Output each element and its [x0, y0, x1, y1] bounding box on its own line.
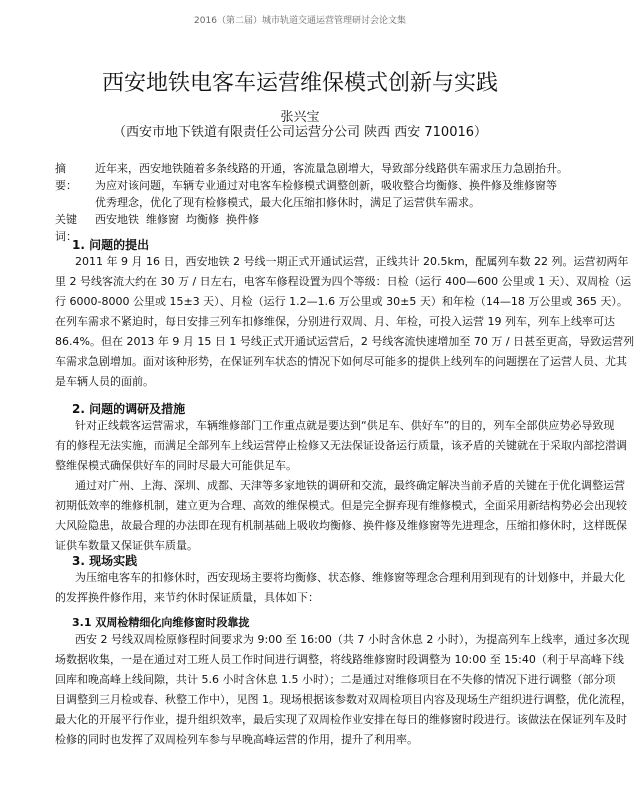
text-line: 目调整到三月检或春、秋整工作中），见图 1。现场根据该参数对双周检项目内容及现场生产组织进行调整，优化流程，: [55, 693, 632, 706]
section-heading: 2. 问题的调研及措施: [72, 402, 186, 416]
section-heading: 1. 问题的提出: [72, 238, 150, 252]
abstract-line: 优秀理念，优化了现有检修模式，最大化压缩扣修休时，满足了运营供车需求。: [95, 196, 480, 209]
keywords: 西安地铁 维修窗 均衡修 换件修: [95, 213, 259, 226]
text-line: 车需求急剧增加。面对该种形势，在保证列车状态的情况下如何尽可能多的提供上线列车的问题摆在了运营人员、尤其: [55, 355, 627, 368]
text-line: 为压缩电客车的扣修休时，西安现场主要将均衡修、状态修、维修窗等理念合理利用到现有的计划修中，并最大化: [75, 571, 625, 584]
text-line: 检修的同时也发挥了双周检列车参与早晚高峰运营的作用，提升了利用率。: [55, 733, 418, 746]
section-body: [55, 630, 632, 750]
abstract: [55, 160, 568, 243]
text-line: 的发挥换件修作用，来节约休时保证质量，具体如下：: [55, 591, 319, 604]
text-line: 86.4%。但在 2013 年 9 月 15 日 1 号线正式开通试运营后，2 号线客流快速增加至 70 万 / 日甚至更高，导致运营列: [55, 335, 634, 348]
abstract-line: 为应对该问题，车辆专业通过对电客车检修模式调整创新，吸收整合均衡修、换件修及维修窗等: [95, 179, 557, 192]
text-line: 有的修程无法实施，而满足全部列车上线运营停止检修又无法保证设备运行质量，该矛盾的关键就在于采取内部挖潜调: [55, 439, 627, 452]
text-line: 2011 年 9 月 16 日，西安地铁 2 号线一期正式开通试运营，正线共计 20.5km，配属列车数 22 列。运营初两年: [75, 255, 629, 268]
paragraph: [55, 476, 627, 556]
author: 张兴宝: [280, 110, 320, 125]
text-line: 场数据收集，一是在通过对工班人员工作时间进行调整，将线路维修窗时段调整为 10:00 至 15:40（利于早高峰下线: [55, 653, 624, 666]
paragraph: [55, 568, 625, 608]
paragraph: [55, 252, 634, 392]
text-line: 整维保模式确保供好车的同时尽最大可能供足车。: [55, 459, 297, 472]
text-line: 针对正线载客运营需求，车辆维修部门工作重点就是要达到“供足车、供好车”的目的，列车全部供应势必导致现: [75, 419, 615, 432]
text-line: 大风险隐患，故最合理的办法即在现有机制基础上吸收均衡修、换件修及维修窗等先进理念，压缩扣修休时，这样既保: [55, 519, 627, 532]
text-line: 初期低效率的维修机制，建立更为合理、高效的维保模式。但是完全摒弃现有维修模式，全面采用新结构势必会出现较: [55, 499, 627, 512]
paragraph: [55, 630, 632, 750]
text-line: 行 6000-8000 公里或 15±3 天）、月检（运行 1.2—1.6 万公里或 30±5 天）和年检（14—18 万公里或 365 天）。: [55, 295, 628, 308]
keywords-label: 关键词：: [55, 213, 77, 243]
section-body: [55, 252, 634, 392]
section-body: [55, 416, 627, 556]
abstract-label: 摘 要：: [55, 162, 77, 192]
affiliation: （西安市地下铁道有限责任公司运营分公司 陕西 西安 710016）: [112, 125, 488, 140]
text-line: 回库和晚高峰上线间隙，共计 5.6 小时含休息 1.5 小时）；二是通过对维修项目在不失修的情况下进行调整（部分项: [55, 673, 616, 686]
text-line: 里 2 号线客流大约在 30 万 / 日左右，电客车修程设置为四个等级：日检（运行 400—600 公里或 1 天）、双周检（运: [55, 275, 632, 288]
running-header: 2016（第二届）城市轨道交通运营管理研讨会论文集: [194, 16, 406, 26]
text-line: 最大化的开展平行作业，提升组织效率，最后实现了双周检作业安排在每日的维修窗时段进行。该做法在保证列车及时: [55, 713, 627, 726]
paper-title: 西安地铁电客车运营维保模式创新与实践: [101, 71, 498, 96]
text-line: 西安 2 号线双周检原修程时间要求为 9:00 至 16:00（共 7 小时含休息 2 小时），为提高列车上线率，通过多次现: [75, 633, 630, 646]
abstract-line: 近年来，西安地铁随着多条线路的开通，客流量急剧增大，导致部分线路供车需求压力急剧抬升。: [95, 162, 568, 175]
text-line: 是车辆人员的面前。: [55, 375, 154, 388]
section-body: [55, 568, 625, 608]
text-line: 通过对广州、上海、深圳、成都、天津等多家地铁的调研和交流，最终确定解决当前矛盾的关键在于优化调整运营: [75, 479, 625, 492]
paragraph: [55, 416, 627, 476]
section-heading: 3.1 双周检精细化向维修窗时段靠拢: [72, 616, 250, 629]
text-line: 在列车需求不紧迫时，每日安排三列车扣修维保，分别进行双周、月、年检，可投入运营 19 列车，列车上线率可达: [55, 315, 615, 328]
section-heading: 3. 现场实践: [72, 554, 138, 568]
text-line: 证供车数量又保证供车质量。: [55, 539, 198, 552]
